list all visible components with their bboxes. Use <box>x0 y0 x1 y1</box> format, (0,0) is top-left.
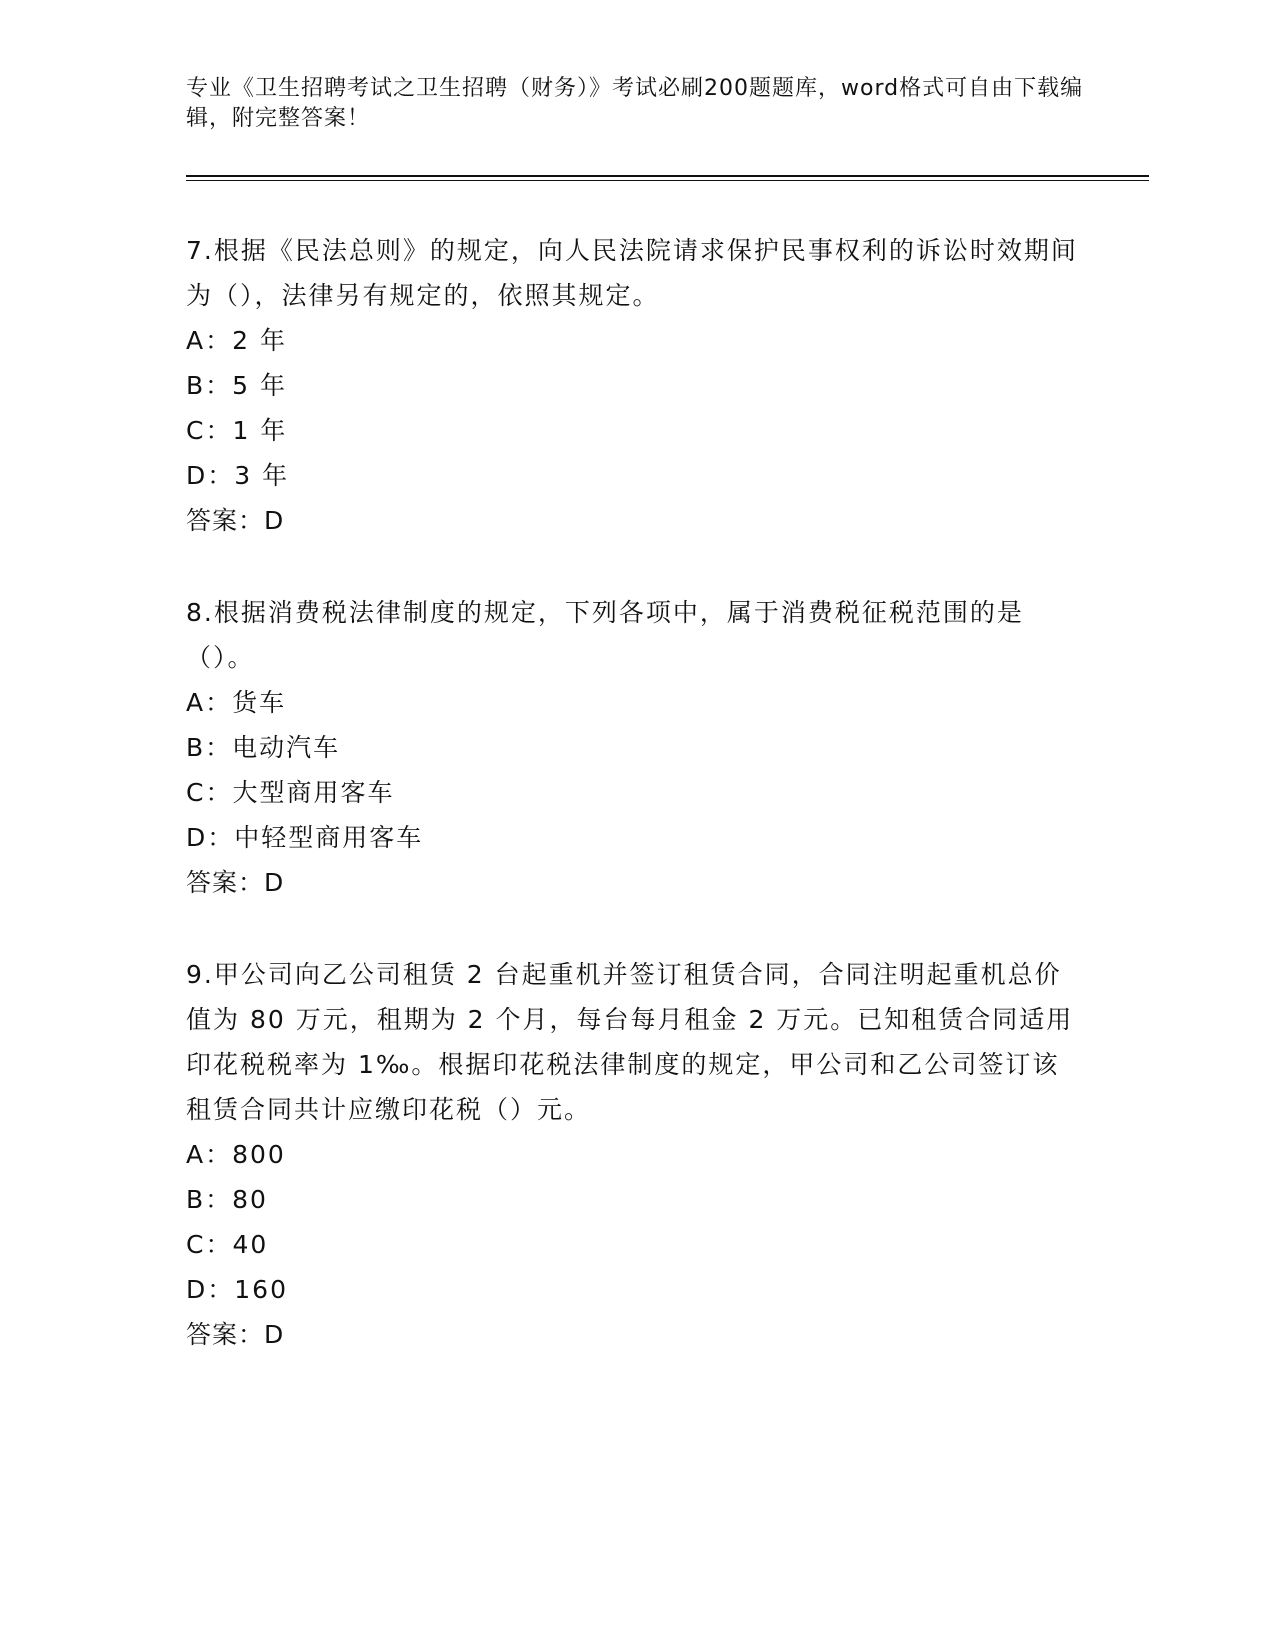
question-stem: 9.甲公司向乙公司租赁 2 台起重机并签订租赁合同，合同注明起重机总价值为 80 万元，租期为 2 个月，每台每月租金 2 万元。已知租赁合同适用印花税税率为 1‰。根据印花税法律制度的规定，甲公司和乙公司签订该租赁合同共计应缴印花税（）元。 <box>186 960 1074 1124</box>
option-letter: B： <box>186 371 233 400</box>
option-letter: C： <box>186 1230 233 1259</box>
option-d <box>186 815 1086 860</box>
option-text: 大型商用客车 <box>232 778 395 807</box>
option-letter: A： <box>186 326 233 355</box>
option-text: 5 年 <box>232 371 288 400</box>
question-9 <box>186 952 1086 1357</box>
option-text: 80 <box>232 1185 268 1214</box>
document-header <box>186 74 1086 134</box>
option-letter: D： <box>186 823 235 852</box>
header-text: 专业《卫生招聘考试之卫生招聘（财务）》考试必刷200题题库，word格式可自由下载编辑，附完整答案！ <box>186 76 1084 131</box>
option-letter: D： <box>186 1275 235 1304</box>
option-text: 中轻型商用客车 <box>234 823 424 852</box>
answer-line: 答案：D <box>186 868 285 897</box>
option-letter: B： <box>186 733 233 762</box>
answer-line: 答案：D <box>186 1320 285 1349</box>
option-text: 3 年 <box>234 461 290 490</box>
header-divider-thick <box>186 175 1149 177</box>
option-a <box>186 1132 1086 1177</box>
option-c <box>186 408 1086 453</box>
question-8 <box>186 590 1086 905</box>
option-text: 2 年 <box>232 326 287 355</box>
option-b <box>186 1177 1086 1222</box>
question-7 <box>186 228 1086 543</box>
option-letter: B： <box>186 1185 233 1214</box>
option-text: 40 <box>232 1230 269 1259</box>
option-letter: D： <box>186 461 235 490</box>
option-text: 800 <box>232 1140 286 1169</box>
option-letter: A： <box>186 688 233 717</box>
answer-line: 答案：D <box>186 506 285 535</box>
option-c <box>186 770 1086 815</box>
option-b <box>186 363 1086 408</box>
option-text: 160 <box>234 1275 288 1304</box>
option-text: 1 年 <box>232 416 288 445</box>
option-b <box>186 725 1086 770</box>
option-a <box>186 318 1086 363</box>
option-c <box>186 1222 1086 1267</box>
question-stem: 8.根据消费税法律制度的规定，下列各项中，属于消费税征税范围的是（）。 <box>186 598 1024 672</box>
header-divider-thin <box>186 180 1149 181</box>
option-a <box>186 680 1086 725</box>
option-d <box>186 1267 1086 1312</box>
option-d <box>186 453 1086 498</box>
option-text: 货车 <box>232 688 287 717</box>
question-stem: 7.根据《民法总则》的规定，向人民法院请求保护民事权利的诉讼时效期间为（），法律另有规定的，依照其规定。 <box>186 236 1078 310</box>
option-text: 电动汽车 <box>232 733 341 762</box>
option-letter: A： <box>186 1140 233 1169</box>
option-letter: C： <box>186 416 233 445</box>
option-letter: C： <box>186 778 233 807</box>
